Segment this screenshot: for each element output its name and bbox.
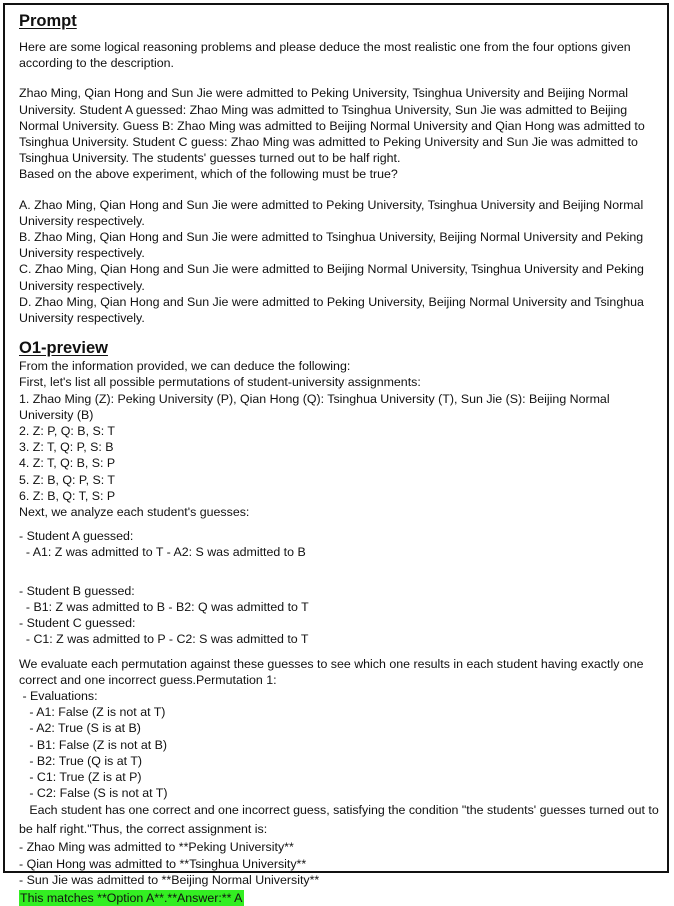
option-c: C. Zhao Ming, Qian Hong and Sun Jie were admitted to Beijing Normal University, Tsinghua University and Peking University respectively. bbox=[19, 262, 644, 293]
evaluation-a1: - A1: False (Z is not at T) bbox=[19, 705, 166, 720]
assignment-zhao-ming: - Zhao Ming was admitted to **Peking University** bbox=[19, 840, 294, 855]
student-c-guesses: - C1: Z was admitted to P - C2: S was admitted to T bbox=[19, 632, 309, 647]
final-answer-highlight: This matches **Option A**.**Answer:** A bbox=[20, 890, 243, 905]
permutation-2: 2. Z: P, Q: B, S: T bbox=[19, 424, 115, 439]
evaluation-intro: We evaluate each permutation against these guesses to see which one results in each student having exactly one correct and one incorrect guess.Permutation 1: bbox=[19, 656, 644, 687]
student-a-guesses: - A1: Z was admitted to T - A2: S was admitted to B bbox=[19, 545, 306, 560]
response-deduce-line: From the information provided, we can deduce the following: bbox=[19, 359, 351, 374]
document-content bbox=[19, 11, 661, 906]
evaluation-b1: - B1: False (Z is not at B) bbox=[19, 737, 168, 752]
permutation-1: 1. Zhao Ming (Z): Peking University (P), Qian Hong (Q): Tsinghua University (T), Sun Jie (S): Beijing Normal University (B) bbox=[19, 391, 610, 422]
option-b: B. Zhao Ming, Qian Hong and Sun Jie were admitted to Tsinghua University, Beijing Normal University and Peking University respectively. bbox=[19, 230, 644, 261]
response-next-line: Next, we analyze each student's guesses: bbox=[19, 505, 250, 520]
permutation-4: 4. Z: T, Q: B, S: P bbox=[19, 456, 116, 471]
permutation-3: 3. Z: T, Q: P, S: B bbox=[19, 440, 114, 455]
option-a: A. Zhao Ming, Qian Hong and Sun Jie were admitted to Peking University, Tsinghua University and Beijing Normal University respectively. bbox=[19, 197, 644, 228]
student-b-label: - Student B guessed: bbox=[19, 583, 135, 598]
evaluation-c2: - C2: False (S is not at T) bbox=[19, 786, 168, 801]
permutation-6: 6. Z: B, Q: T, S: P bbox=[19, 488, 116, 503]
response-heading: O1-preview bbox=[19, 339, 108, 358]
student-a-label: - Student A guessed: bbox=[19, 529, 134, 544]
student-c-label: - Student C guessed: bbox=[19, 616, 136, 631]
evaluation-b2: - B2: True (Q is at T) bbox=[19, 753, 143, 768]
prompt-intro: Here are some logical reasoning problems and please deduce the most realistic one from the four options given according to the description. bbox=[19, 40, 631, 71]
option-d: D. Zhao Ming, Qian Hong and Sun Jie were admitted to Peking University, Beijing Normal University and Tsinghua University respectively. bbox=[19, 294, 644, 326]
conclusion: Each student has one correct and one incorrect guess, satisfying the condition "the students' guesses turned out to be half right."Thus, the correct assignment is: bbox=[19, 803, 663, 837]
assignment-sun-jie: - Sun Jie was admitted to **Beijing Normal University** bbox=[19, 872, 320, 887]
student-b-guesses: - B1: Z was admitted to B - B2: Q was admitted to T bbox=[19, 599, 309, 614]
document-frame bbox=[3, 3, 669, 905]
evaluation-a2: - A2: True (S is at B) bbox=[19, 721, 141, 736]
prompt-question: Based on the above experiment, which of the following must be true? bbox=[19, 167, 398, 182]
prompt-problem: Zhao Ming, Qian Hong and Sun Jie were admitted to Peking University, Tsinghua University and Beijing Normal University. Student A guessed: Zhao Ming was admitted to Tsinghua University, Sun Jie was admitted to Beijing Normal University. Guess B: Zhao Ming was admitted to Beijing Normal University and Qian Hong was admitted to Tsinghua University. Student C guess: Zhao Ming was admitted to Peking University and Sun Jie was admitted to Tsinghua University. The students' guesses turned out to be half right. bbox=[19, 86, 645, 166]
evaluation-c1: - C1: True (Z is at P) bbox=[19, 769, 142, 784]
assignment-qian-hong: - Qian Hong was admitted to **Tsinghua University** bbox=[19, 856, 307, 871]
permutation-5: 5. Z: B, Q: P, S: T bbox=[19, 472, 115, 487]
evaluations-label: - Evaluations: bbox=[19, 688, 98, 703]
response-first-line: First, let's list all possible permutations of student-university assignments: bbox=[19, 375, 421, 390]
prompt-heading: Prompt bbox=[19, 12, 77, 30]
